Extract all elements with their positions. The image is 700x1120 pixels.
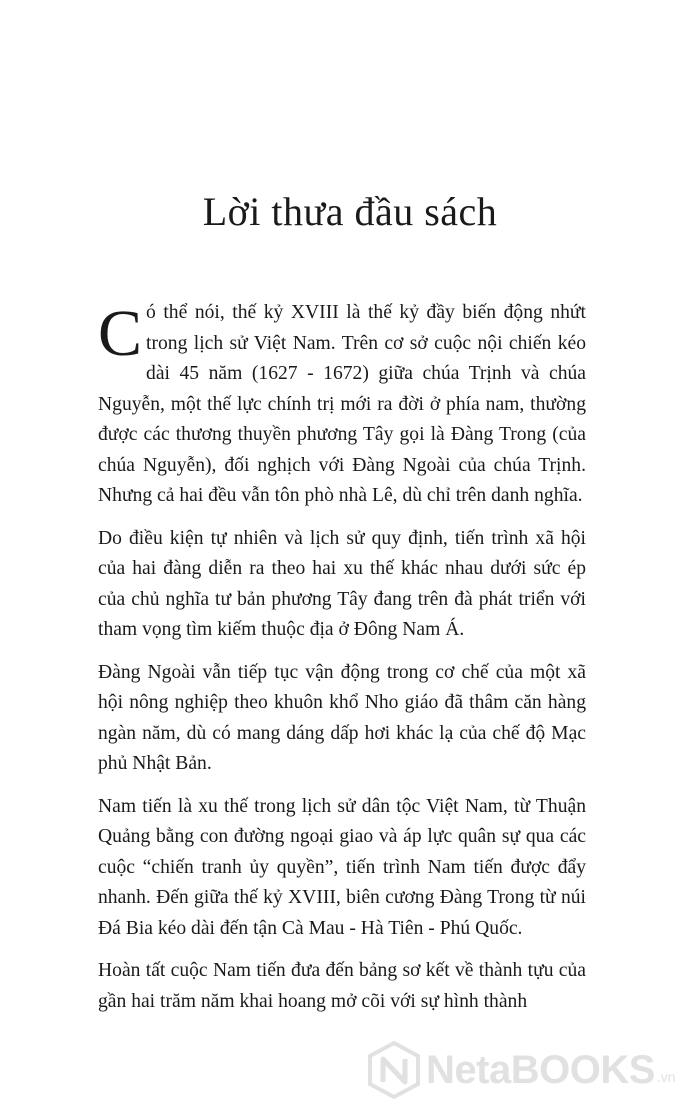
drop-cap: C <box>98 297 143 370</box>
paragraph-3: Đàng Ngoài vẫn tiếp tục vận động trong cơ chế của một xã hội nông nghiệp theo khuôn khổ Nho giáo đã thâm căn hàng ngàn năm, dù có mang dáng dấp hơi khác lạ của chế độ Mạc phủ Nhật Bản. <box>98 661 586 774</box>
paragraph-1 <box>98 298 586 512</box>
paragraph-2: Do điều kiện tự nhiên và lịch sử quy định, tiến trình xã hội của hai đàng diễn ra theo hai xu thế khác nhau dưới sức ép của chủ nghĩa tư bản phương Tây đang trên đà phát triển với tham vọng tìm kiếm thuộc địa ở Đông Nam Á. <box>98 527 586 640</box>
watermark <box>368 1040 676 1100</box>
watermark-text: NetaBOOKS <box>426 1047 655 1092</box>
paragraph-5: Hoàn tất cuộc Nam tiến đưa đến bảng sơ kết về thành tựu của gần hai trăm năm khai hoang mở cõi với sự hình thành <box>98 960 586 1012</box>
body-text <box>98 298 586 1029</box>
watermark-suffix: .vn <box>656 1069 676 1085</box>
chapter-title: Lời thưa đầu sách <box>202 189 498 234</box>
netabooks-logo-icon <box>368 1041 420 1099</box>
paragraph-1-text: ó thể nói, thế kỷ XVIII là thế kỷ đầy biến động nhứt trong lịch sử Việt Nam. Trên cơ sở cuộc nội chiến kéo dài 45 năm (1627 - 1672) giữa chúa Trịnh và chúa Nguyễn, một thế lực chính trị mới ra đời ở phía nam, thường được các thương thuyền phương Tây gọi là Đàng Trong (của chúa Nguyễn), đối nghịch với Đàng Ngoài của chúa Trịnh. Nhưng cả hai đều vẫn tôn phò nhà Lê, dù chỉ trên danh nghĩa. <box>98 302 586 506</box>
paragraph-4: Nam tiến là xu thế trong lịch sử dân tộc Việt Nam, từ Thuận Quảng bằng con đường ngoại giao và áp lực quân sự qua các cuộc “chiến tranh ủy quyền”, tiến trình Nam tiến được đẩy nhanh. Đến giữa thế kỷ XVIII, biên cương Đàng Trong từ núi Đá Bia kéo dài đến tận Cà Mau - Hà Tiên - Phú Quốc. <box>98 795 586 939</box>
